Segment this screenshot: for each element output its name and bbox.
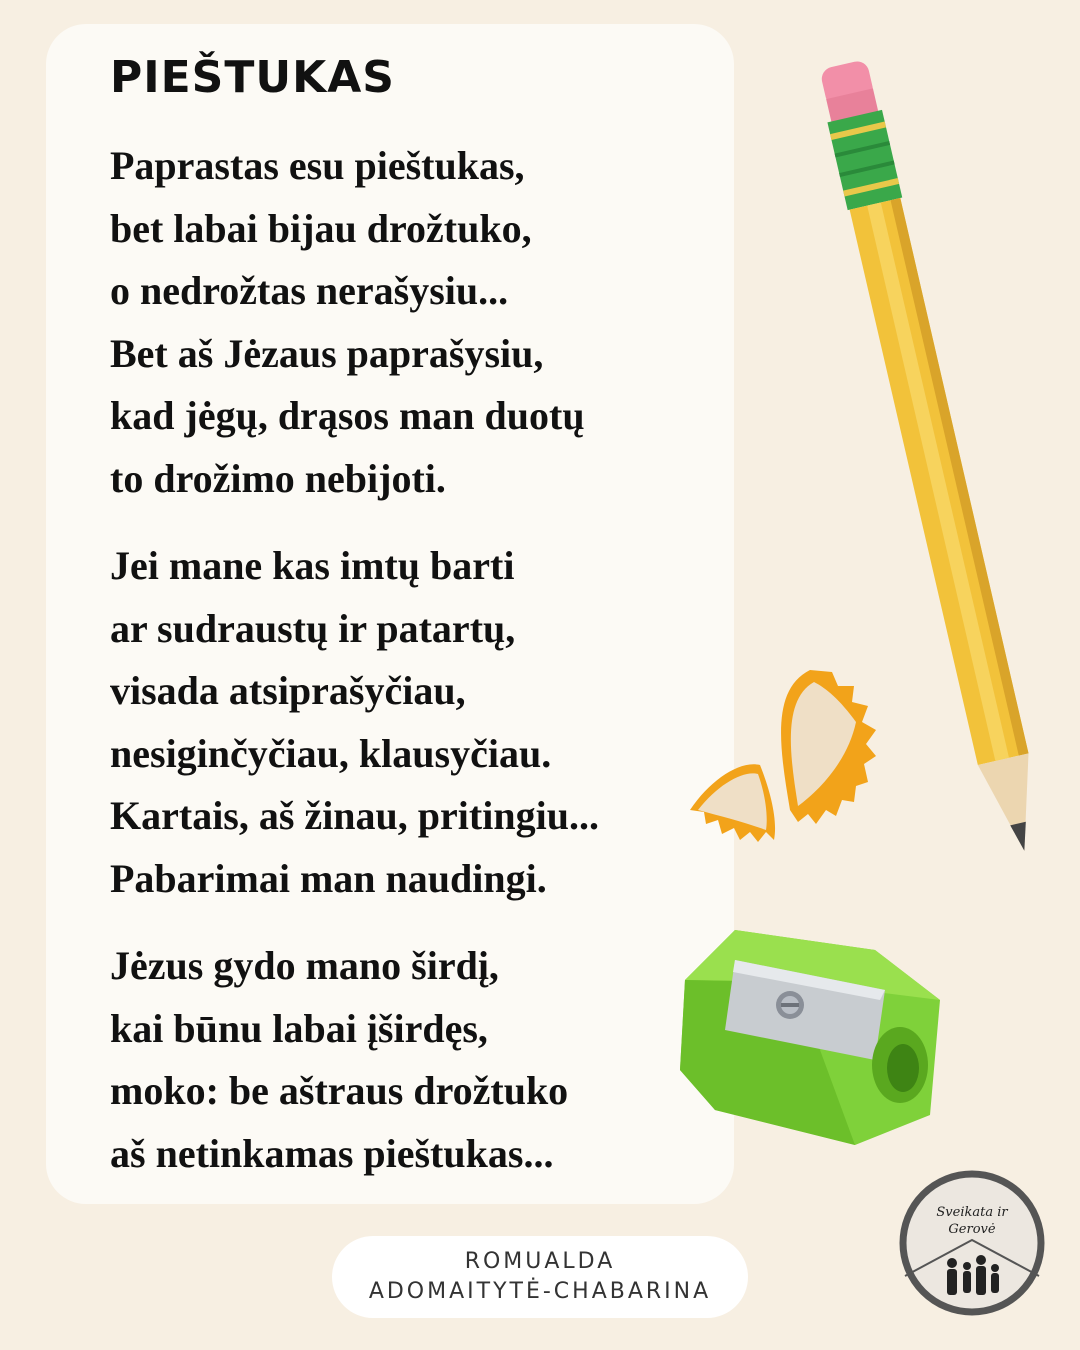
sharpener-illustration: [675, 920, 945, 1155]
poem-line: kai būnu labai įširdęs,: [110, 1005, 488, 1051]
poem-line: moko: be aštraus drožtuko: [110, 1068, 569, 1113]
poem-line: Pabarimai man naudingi.: [110, 855, 547, 901]
poem-line: ar sudraustų ir patartų,: [110, 605, 516, 651]
author-last-name: ADOMAITYTĖ-CHABARINA: [368, 1279, 712, 1304]
poem-line: to drožimo nebijoti.: [110, 455, 446, 501]
poem-line: visada atsiprašyčiau,: [110, 668, 466, 713]
poem-line: Kartais, aš žinau, pritingiu...: [110, 793, 599, 838]
author-first-name: ROMUALDA: [464, 1249, 616, 1274]
poem-line: Bet aš Jėzaus paprašysiu,: [110, 330, 544, 376]
logo-text-line1: Sveikata ir: [936, 1205, 1008, 1220]
poem-line: Jei mane kas imtų barti: [110, 543, 515, 588]
poem-line: bet labai bijau drožtuko,: [110, 205, 532, 251]
stanza-1: [110, 135, 585, 510]
stanza-2: [110, 535, 599, 910]
poem-line: aš netinkamas pieštukas...: [110, 1130, 554, 1176]
poem-line: nesiginčyčiau, klausyčiau.: [110, 730, 552, 776]
poem-title: PIEŠTUKAS: [110, 52, 395, 103]
sveikata-ir-gerove-logo: [897, 1168, 1047, 1318]
poem-line: Paprastas esu pieštukas,: [110, 143, 525, 188]
wood-shavings-illustration: [670, 660, 890, 860]
logo-text-line2: Gerovė: [948, 1222, 996, 1237]
poem-line: kad jėgų, drąsos man duotų: [110, 393, 585, 438]
author-pill: [332, 1236, 748, 1318]
stanza-3: [110, 935, 568, 1185]
poem-line: Jėzus gydo mano širdį,: [110, 943, 499, 988]
poem-line: o nedrožtas nerašysiu...: [110, 268, 509, 313]
